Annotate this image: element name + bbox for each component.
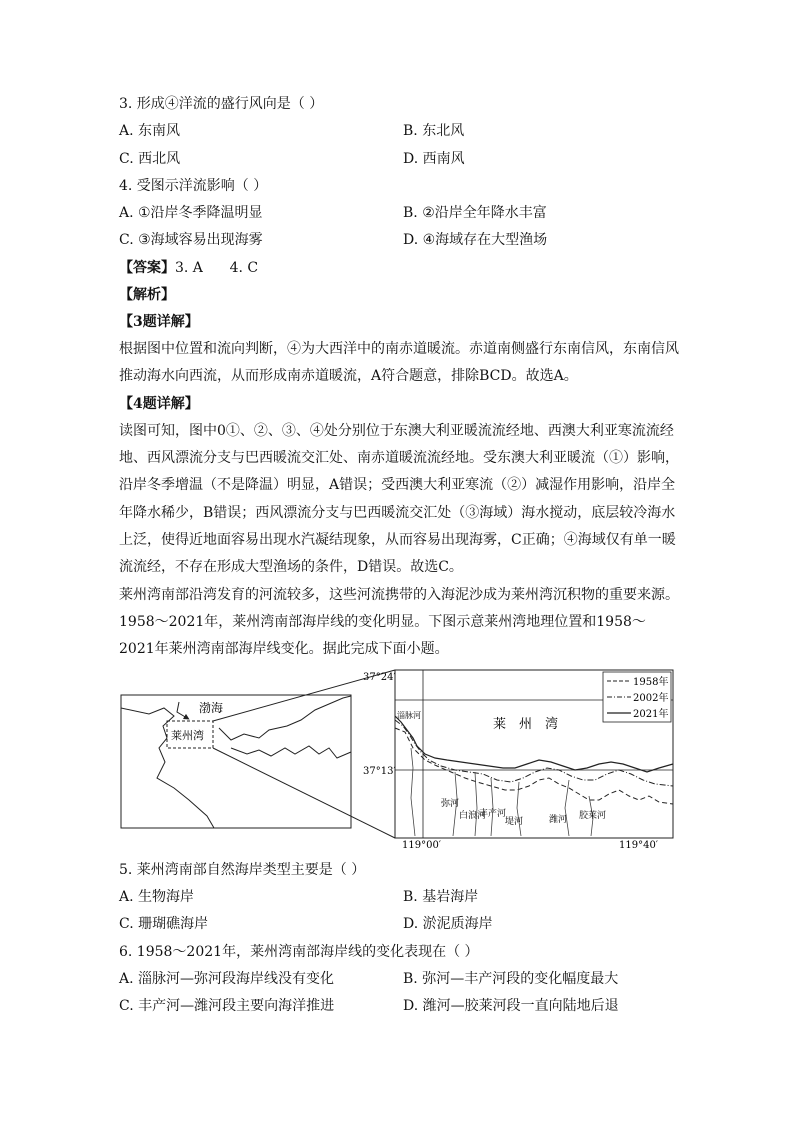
q3-stem: 3. 形成④洋流的盛行风向是（ ） [119,96,324,112]
q3-detail-text: 根据图中位置和流向判断，④为大西洋中的南赤道暖流。赤道南侧盛行东南信风，东南信风推动海水向西流，从而形成南赤道暖流，A符合题意，排除BCD。故选A。 [119,341,679,385]
bay-name-label: 莱 州 湾 [493,717,559,732]
river-label-fengchanhe: 丰产河 [479,809,507,819]
river-label-dihe: 堤河 [505,817,524,827]
answer-label: 【答案】 [119,260,175,276]
q3-detail-label: 【3题详解】 [119,314,199,330]
intro-text: 莱州湾南部沿湾发育的河流较多，这些河流携带的入海泥沙成为莱州湾沉积物的重要来源。1958～2021年，莱州湾南部海岸线的变化明显。下图示意莱州湾地理位置和1958～2021年莱州湾南部海岸线变化。据此完成下面小题。 [119,587,679,658]
q3-option-a: A. 东南风 [119,123,181,139]
analysis-label: 【解析】 [119,287,175,303]
q5-stem: 5. 莱州湾南部自然海岸类型主要是（ ） [119,862,366,878]
river-bailanghe [475,772,477,836]
river-label-bailanghe: 白浪河 [459,811,487,821]
lon-left-label: 119°00′ [402,840,442,851]
inset-coast-north [219,696,351,740]
q3-option-c: C. 西北风 [119,151,181,167]
q4-option-d: D. ④海域存在大型渔场 [403,232,548,248]
lon-right-label: 119°40′ [619,840,659,851]
legend-label-1958: 1958年 [633,677,669,688]
answer-text: 3. A 4. C [175,260,259,276]
lat-top-label: 37°24′ [363,672,396,683]
lat-mid-label: 37°13′ [363,766,396,777]
river-label-weihe: 潍河 [549,815,568,825]
laizhou-bay-map [119,668,675,858]
q4-option-a: A. ①沿岸冬季降温明显 [119,205,263,221]
river-label-zimaihe: 淄脉河 [397,711,421,720]
q5-option-d: D. 淤泥质海岸 [403,916,493,932]
connector-bottom [213,748,395,838]
q5-option-a: A. 生物海岸 [119,889,195,905]
answer-line [119,259,258,277]
legend-label-2002: 2002年 [633,693,669,704]
coastline-1958 [395,728,673,804]
q6-option-b: B. 弥河—丰产河段的变化幅度最大 [403,971,619,987]
river-weihe [565,780,569,836]
q6-option-a: A. 淄脉河—弥河段海岸线没有变化 [119,971,335,987]
q3-option-d: D. 西南风 [403,151,465,167]
q4-option-c: C. ③海域容易出现海雾 [119,232,263,248]
river-zimaihe [411,748,415,836]
q5-option-c: C. 珊瑚礁海岸 [119,916,209,932]
inset-box-label: 莱州湾 [171,729,204,742]
q4-detail-label: 【4题详解】 [119,396,199,412]
q4-detail-text: 读图可知，图中0①、②、③、④处分别位于东澳大利亚暖流流经地、西澳大利亚寒流流经地、西风漂流分支与巴西暖流交汇处、南赤道暖流流经地。受东澳大利亚暖流（①）影响，沿岸冬季增温（不是降温）明显，A错误；受西澳大利亚寒流（②）减湿作用影响，沿岸全年降水稀少，B错误；西风漂流分支与巴西暖流交汇处（③海域）海水搅动，底层较冷海水上泛，使得近地面容易出现水汽凝结现象，从而容易出现海雾，C正确；④海域仅有单一暖流流经，不存在形成大型渔场的条件，D错误。故选C。 [119,423,679,576]
inset-coast-south [231,746,351,758]
q5-option-b: B. 基岩海岸 [403,889,479,905]
q4-option-b: B. ②沿岸全年降水丰富 [403,205,547,221]
q3-option-b: B. 东北风 [403,123,465,139]
river-label-jiaolaihe: 胶莱河 [579,811,607,821]
q4-stem: 4. 受图示洋流影响（ ） [119,178,268,194]
river-fengchanhe [491,778,493,836]
inset-sea-label: 渤海 [199,701,224,715]
inset-arrow [177,702,187,718]
q6-stem: 6. 1958～2021年，莱州湾南部海岸线的变化表现在（ ） [119,944,479,960]
q6-option-c: C. 丰产河—潍河段主要向海洋推进 [119,998,335,1014]
q6-option-d: D. 潍河—胶莱河段一直向陆地后退 [403,998,619,1014]
legend-label-2021: 2021年 [633,709,669,720]
river-dihe [517,782,521,836]
river-label-mihe: 弥河 [441,799,460,809]
